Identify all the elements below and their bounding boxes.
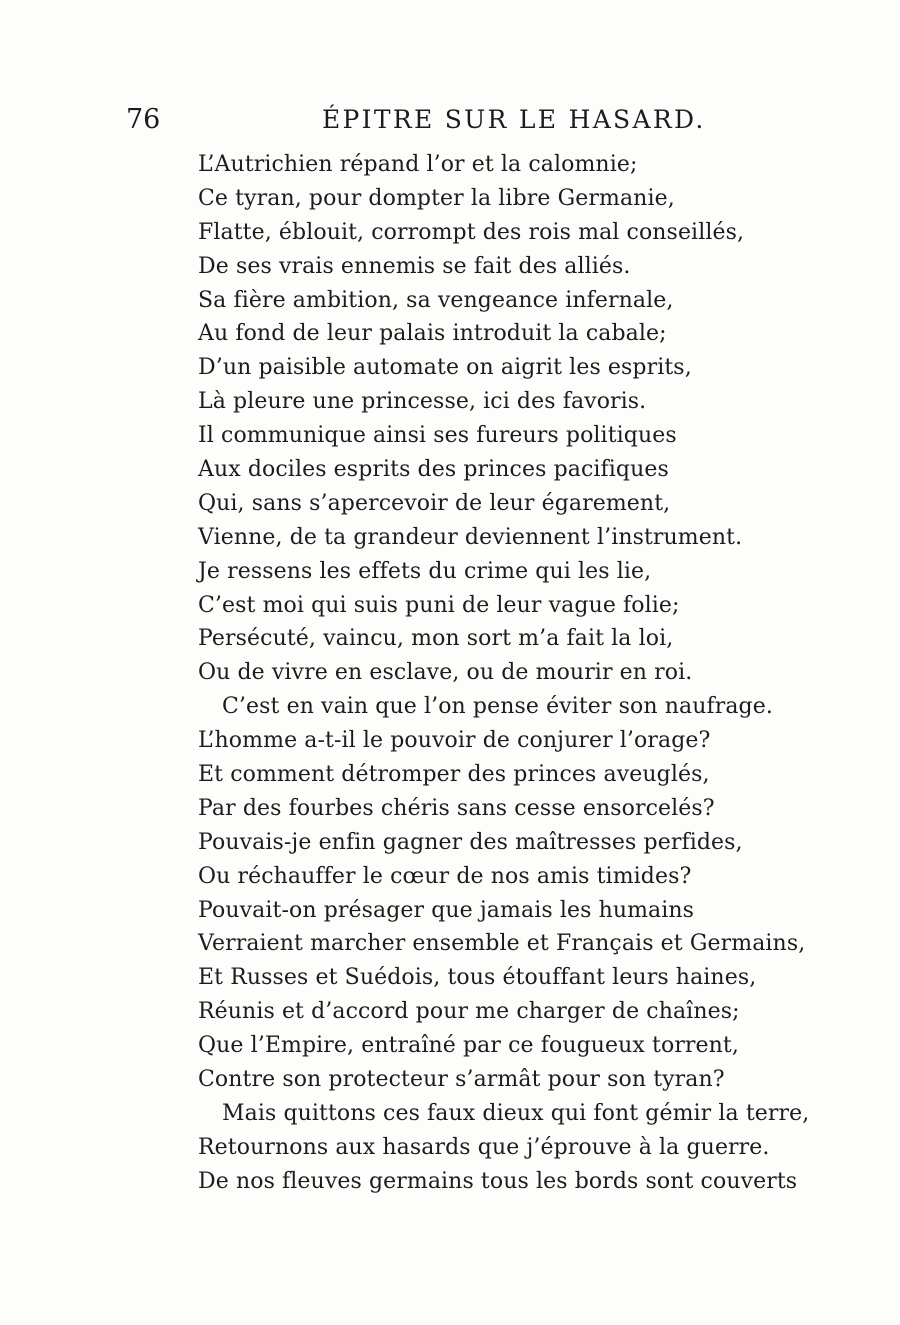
verse-line: Réunis et d’accord pour me charger de chaînes; [198,999,740,1025]
verse-line: Ou de vivre en esclave, ou de mourir en roi. [198,660,693,686]
verse-line: De nos fleuves germains tous les bords sont couverts [198,1168,798,1194]
verse-line: Il communique ainsi ses fureurs politiques [198,423,677,449]
verse-line: D’un paisible automate on aigrit les esprits, [198,355,692,381]
verse-line: Là pleure une princesse, ici des favoris. [198,389,647,415]
running-head: ÉPITRE SUR LE HASARD. [322,105,706,134]
verse-line: Verraient marcher ensemble et Français et Germains, [198,931,806,957]
page-number: 76 [126,104,161,135]
verse-line: Ce tyran, pour dompter la libre Germanie, [198,185,675,211]
verse-line: De ses vrais ennemis se fait des alliés. [198,253,631,279]
verse-line: Vienne, de ta grandeur deviennent l’instrument. [198,524,743,550]
verse-line: C’est en vain que l’on pense éviter son naufrage. [222,694,773,720]
verse-line: Par des fourbes chéris sans cesse ensorcelés? [198,795,715,821]
verse-line: Contre son protecteur s’armât pour son tyran? [198,1067,725,1093]
verse-line: L’Autrichien répand l’or et la calomnie; [198,152,638,177]
verse-line: Au fond de leur palais introduit la cabale; [198,321,667,347]
verse-line: Je ressens les effets du crime qui les lie, [198,558,652,584]
verse-line: Que l’Empire, entraîné par ce fougueux torrent, [198,1033,739,1059]
verse-line: Et comment détromper des princes aveuglés, [198,762,710,788]
verse-line: C’est moi qui suis puni de leur vague folie; [198,592,680,618]
verse-line: Pouvait-on présager que jamais les humains [198,897,695,923]
verse-line: Retournons aux hasards que j’éprouve à la guerre. [198,1134,770,1160]
verse-line: Aux dociles esprits des princes pacifiques [198,457,669,483]
verse-line: Qui, sans s’apercevoir de leur égarement, [198,490,671,516]
verse-line: Pouvais-je enfin gagner des maîtresses perfides, [198,829,743,855]
verse-line: Sa fière ambition, sa vengeance infernale, [198,287,674,313]
verse-line: Ou réchauffer le cœur de nos amis timides? [198,863,692,889]
poem-body [198,148,858,1199]
verse-line: Mais quittons ces faux dieux qui font gémir la terre, [222,1100,810,1126]
verse-line: Persécuté, vaincu, mon sort m’a fait la loi, [198,626,674,652]
verse-line: Flatte, éblouit, corrompt des rois mal conseillés, [198,219,745,245]
verse-line: L’homme a-t-il le pouvoir de conjurer l’orage? [198,728,711,754]
verse-line: Et Russes et Suédois, tous étouffant leurs haines, [198,965,757,991]
